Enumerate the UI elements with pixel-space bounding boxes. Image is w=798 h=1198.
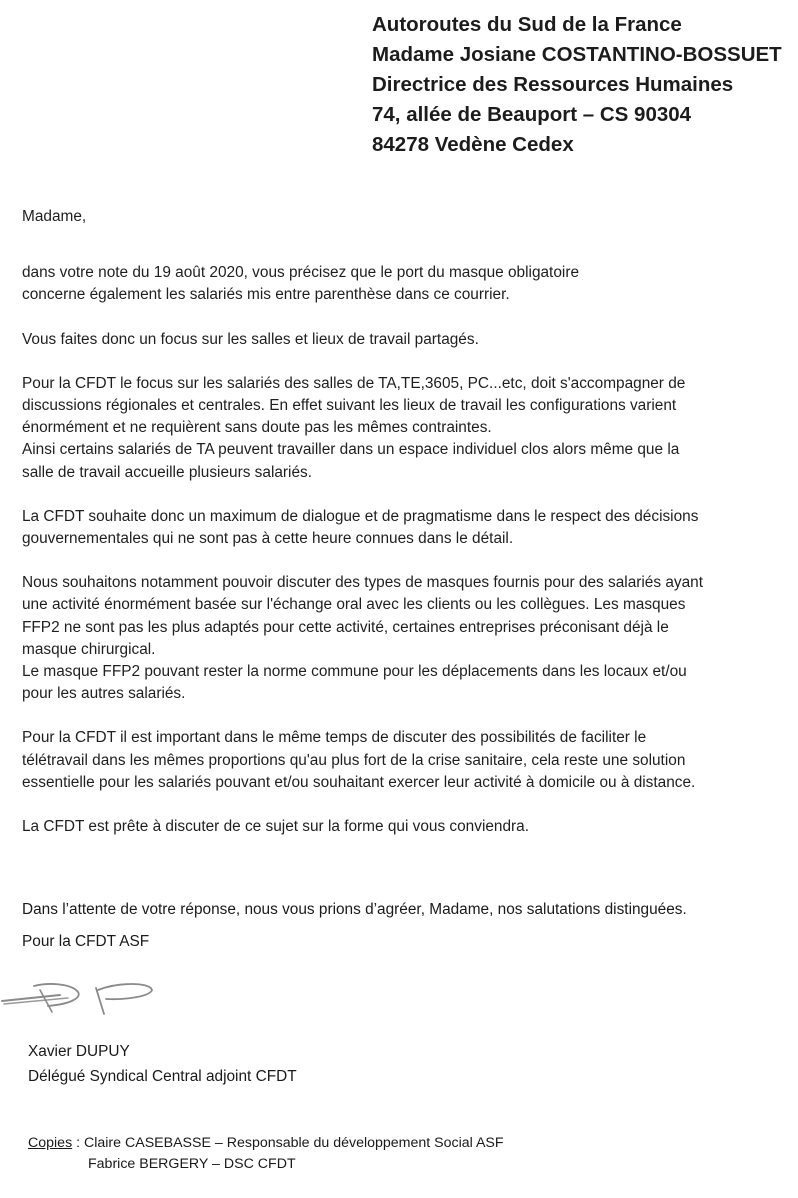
letter-body: [22, 206, 792, 838]
closing-formula: Dans l’attente de votre réponse, nous vous prions d’agréer, Madame, nos salutations distinguées.: [22, 901, 687, 918]
copies-recipient-2: Fabrice BERGERY – DSC CFDT: [88, 1155, 296, 1172]
on-behalf-line: Pour la CFDT ASF: [22, 933, 150, 951]
recipient-address-block: [372, 10, 792, 160]
paragraph-4: La CFDT souhaite donc un maximum de dialogue et de pragmatisme dans le respect des décisions gouvernementales qui ne sont pas à cette heure connues dans le détail.: [22, 507, 699, 548]
closing-block: [22, 899, 687, 953]
recipient-street: 74, allée de Beauport – CS 90304: [372, 103, 692, 126]
paragraph-6: Pour la CFDT il est important dans le même temps de discuter des possibilités de faciliter le télétravail dans les mêmes proportions qu'au plus fort de la crise sanitaire, cela reste une solution essentielle pour les salariés pouvant et/ou souhaitant exercer leur activité à domicile ou à distance.: [22, 729, 696, 791]
recipient-city: 84278 Vedène Cedex: [372, 133, 574, 156]
paragraph-5: Nous souhaitons notamment pouvoir discuter des types de masques fournis pour des salariés ayant une activité énormément basée sur l'échange oral avec les clients ou les collègues. Les masques FFP2 ne sont pas les plus adaptés pour cette activité, certaines entreprises préconisant déjà le masque chirurgical. Le masque FFP2 pouvant rester la norme commune pour les déplacements dans les locaux et/ou pour les autres salariés.: [22, 574, 703, 703]
salutation: Madame,: [22, 208, 87, 225]
copies-line-1: [28, 1133, 504, 1154]
signer-name: Xavier DUPUY: [28, 1043, 130, 1060]
paragraph-1: dans votre note du 19 août 2020, vous précisez que le port du masque obligatoire concerne également les salariés mis entre parenthèse dans ce courrier.: [22, 264, 580, 304]
copies-label: Copies: [28, 1135, 73, 1151]
paragraph-2: Vous faites donc un focus sur les salles et lieux de travail partagés.: [22, 330, 479, 348]
paragraph-7: La CFDT est prête à discuter de ce sujet sur la forme qui vous conviendra.: [22, 818, 529, 836]
recipient-name: Madame Josiane COSTANTINO-BOSSUET: [372, 43, 782, 66]
copies-recipient-1: : Claire CASEBASSE – Responsable du développement Social ASF: [72, 1135, 504, 1151]
handwritten-signature: [0, 968, 170, 1028]
signer-block: [28, 1040, 297, 1089]
recipient-company: Autoroutes du Sud de la France: [372, 13, 682, 36]
paragraph-3: Pour la CFDT le focus sur les salariés des salles de TA,TE,3605, PC...etc, doit s'accompagner de discussions régionales et centrales. En effet suivant les lieux de travail les configurations varient énormément et ne requièrent sans doute pas les mêmes contraintes. Ainsi certains salariés de TA peuvent travailler dans un espace individuel clos alors même que la salle de travail accueille plusieurs salariés.: [22, 374, 686, 481]
recipient-title: Directrice des Ressources Humaines: [372, 73, 734, 96]
copies-block: [28, 1133, 504, 1174]
signer-title: Délégué Syndical Central adjoint CFDT: [28, 1067, 297, 1085]
